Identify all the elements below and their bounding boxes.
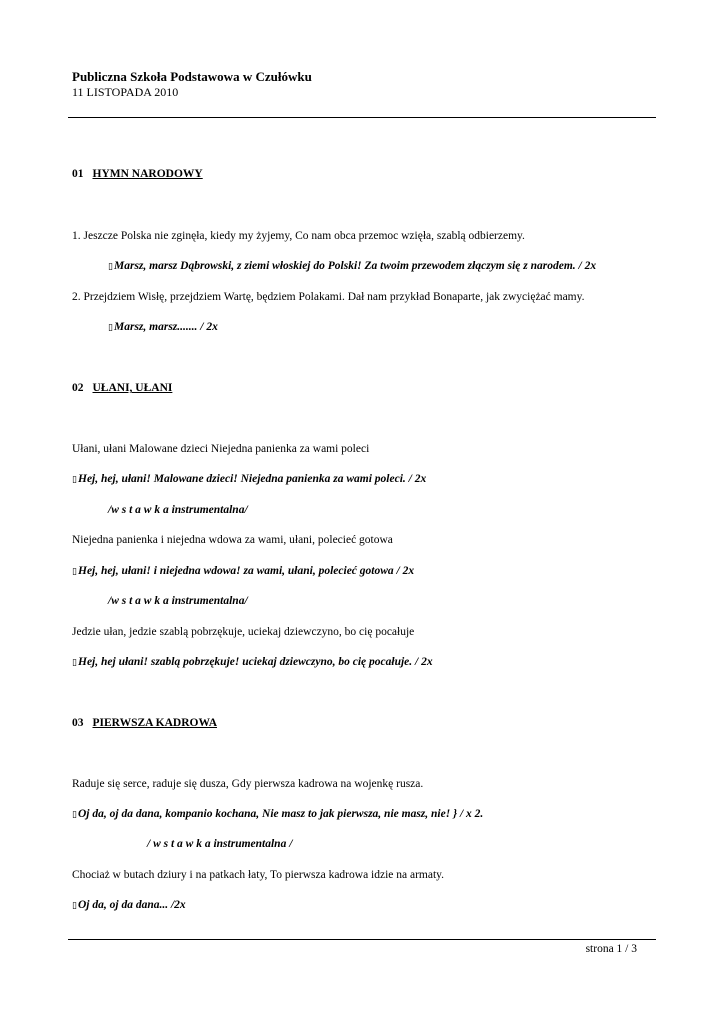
refrain-marker-icon: ▯ — [72, 566, 77, 576]
verse-line: Jedzie ułan, jedzie szablą pobrzękuje, uciekaj dziewczyno, bo cię pocałuje — [72, 626, 415, 638]
verse-line: 2. Przejdziem Wisłę, przejdziem Wartę, będziem Polakami. Dał nam przykład Bonaparte, jak zwyciężać mamy. — [72, 291, 585, 303]
verse-line: Raduje się serce, raduje się dusza, Gdy pierwsza kadrowa na wojenkę rusza. — [72, 778, 424, 790]
section-number: 03 — [72, 717, 84, 729]
section-heading-03 — [72, 717, 217, 729]
instrumental-note: /w s t a w k a instrumentalna/ — [108, 595, 248, 607]
page-number: strona 1 / 3 — [585, 943, 637, 955]
event-date: 11 LISTOPADA 2010 — [72, 85, 179, 99]
refrain-line: ▯Marsz, marsz Dąbrowski, z ziemi włoskiej do Polski! Za twoim przewodem złączym się z narodem. / 2x — [108, 260, 597, 272]
section-title: UŁANI, UŁANI — [92, 382, 173, 394]
refrain-marker-icon: ▯ — [72, 657, 77, 667]
refrain-line: ▯Hej, hej, ułani! i niejedna wdowa! za wami, ułani, polecieć gotowa / 2x — [72, 565, 415, 577]
school-name: Publiczna Szkoła Podstawowa w Czułówku — [72, 69, 312, 84]
section-heading-01 — [72, 168, 203, 180]
refrain-line: ▯Oj da, oj da dana, kompanio kochana, Nie masz to jak pierwsza, nie masz, nie! } / x 2. — [72, 808, 484, 820]
refrain-line: ▯Marsz, marsz....... / 2x — [108, 321, 218, 333]
header-rule — [68, 117, 656, 118]
refrain-marker-icon: ▯ — [108, 322, 113, 332]
instrumental-note: / w s t a w k a instrumentalna / — [147, 838, 293, 850]
refrain-marker-icon: ▯ — [72, 474, 77, 484]
section-title: PIERWSZA KADROWA — [92, 717, 218, 729]
verse-line: Ułani, ułani Malowane dzieci Niejedna panienka za wami poleci — [72, 443, 370, 455]
verse-line: Chociaż w butach dziury i na patkach łaty, To pierwsza kadrowa idzie na armaty. — [72, 869, 445, 881]
section-heading-02 — [72, 382, 172, 394]
section-number: 01 — [72, 168, 84, 180]
refrain-line: ▯Hej, hej ułani! szablą pobrzękuje! uciekaj dziewczyno, bo cię pocałuje. / 2x — [72, 656, 433, 668]
verse-line: 1. Jeszcze Polska nie zginęła, kiedy my żyjemy, Co nam obca przemoc wzięła, szablą odbierzemy. — [72, 230, 525, 242]
verse-line: Niejedna panienka i niejedna wdowa za wami, ułani, polecieć gotowa — [72, 534, 393, 546]
footer-rule — [68, 939, 656, 940]
instrumental-note: /w s t a w k a instrumentalna/ — [108, 504, 248, 516]
section-number: 02 — [72, 382, 84, 394]
refrain-marker-icon: ▯ — [72, 900, 77, 910]
refrain-line: ▯Hej, hej, ułani! Malowane dzieci! Niejedna panienka za wami poleci. / 2x — [72, 473, 427, 485]
refrain-marker-icon: ▯ — [108, 261, 113, 271]
section-title: HYMN NARODOWY — [92, 168, 203, 180]
refrain-line: ▯Oj da, oj da dana... /2x — [72, 899, 186, 911]
refrain-marker-icon: ▯ — [72, 809, 77, 819]
